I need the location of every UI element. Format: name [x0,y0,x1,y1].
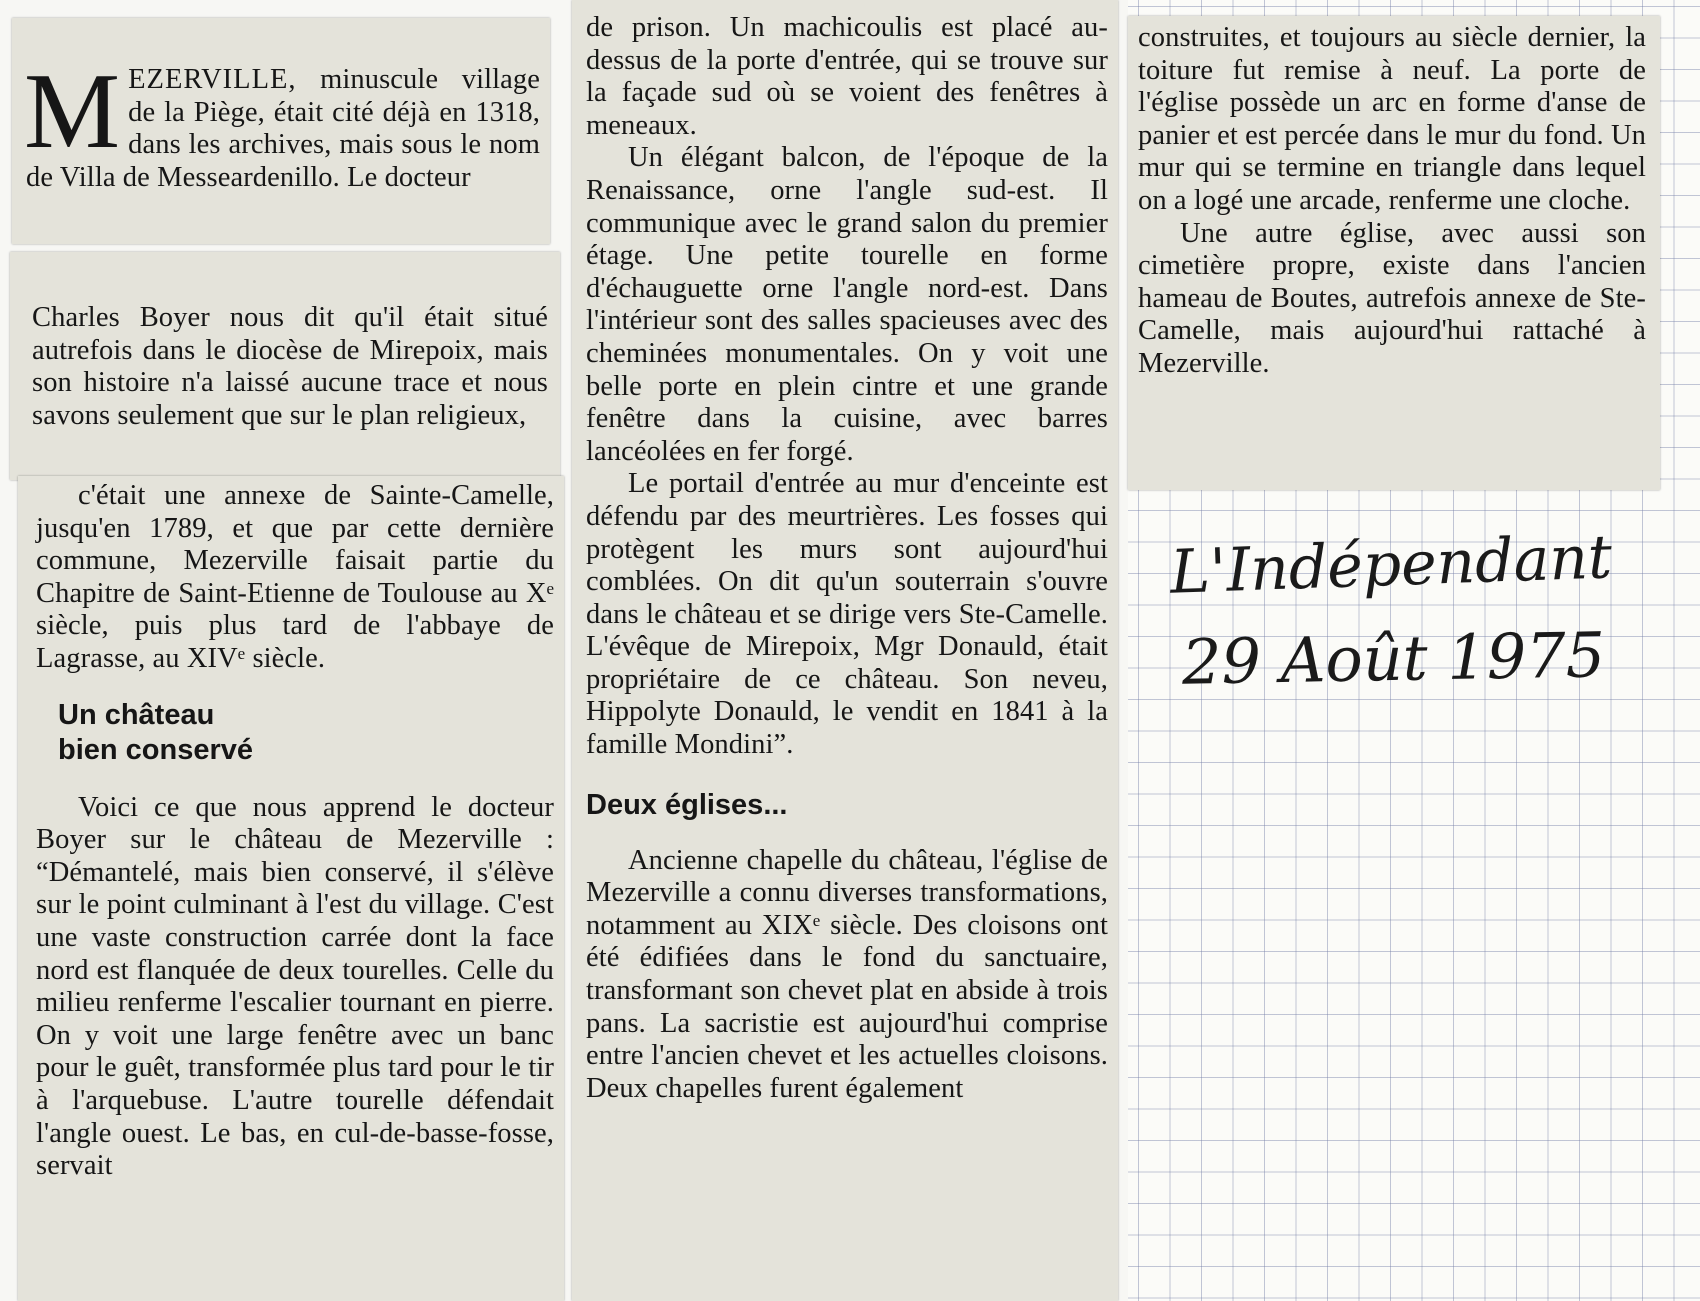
clipping-col2 [572,0,1118,1301]
handwritten-date: 29 Août 1975 [1181,618,1606,699]
handwritten-newspaper-name: L'Indépendant [1168,522,1614,608]
paragraph: c'était une annexe de Sainte-Camelle, jusqu'en 1789, et que par cette dernière commune, Mezerville faisait partie du Chapitre de Saint-Etienne de Toulouse au Xᵉ siècle, puis plus tard de l'abbaye de Lagrasse, au XIVᵉ siècle. [36,480,554,674]
handwritten-source [1168,522,1670,710]
intro-lead: EZERVILLE, [128,64,297,95]
section-heading: Un château [58,698,215,731]
section-heading: Deux églises... [586,788,788,821]
paragraph: de prison. Un machicoulis est placé au-dessus de la porte d'entrée, qui se trouve sur la façade sud où se voient des fenêtres à meneaux. [586,12,1108,141]
clipping-col1-part3 [18,476,564,1301]
intro-text: minuscule village de la Piège, était cité déjà en 1318, dans les archives, mais sous le nom de Villa de Messeardenillo. Le docteur [26,64,540,193]
paragraph: Un élégant balcon, de l'époque de la Renaissance, orne l'angle sud-est. Il communique avec le grand salon du premier étage. Une petite tourelle en forme d'échauguette orne l'angle nord-est. Dans l'intérieur sont des salles spacieuses avec des cheminées monumentales. On y voit une belle porte en plein cintre et une grande fenêtre dans la cuisine, avec barres lancéolées en fer forgé. [586,142,1108,467]
paragraph: Une autre église, avec aussi son cimetière propre, existe dans l'ancien hameau de Boutes, autrefois annexe de Ste-Camelle, mais aujourd'hui rattaché à Mezerville. [1138,217,1646,379]
paragraph: construites, et toujours au siècle dernier, la toiture fut remise à neuf. La porte de l'église possède un arc en forme d'anse de panier et est percée dans le mur du fond. Un mur qui se termine en triangle dans lequel on a logé une arcade, renferme une cloche. [1138,22,1646,216]
clipping-col1-part2 [10,252,560,480]
clipping-col3 [1128,16,1660,490]
paragraph: Le portail d'entrée au mur d'enceinte est défendu par des meurtrières. Les fosses qui protègent les murs sont aujourd'hui comblées. On dit qu'un souterrain s'ouvre dans le château et se dirige vers Ste-Camelle. L'évêque de Mirepoix, Mgr Donauld, était propriétaire de ce château. Son neveu, Hippolyte Donauld, le vendit en 1841 à la famille Mondini”. [586,468,1108,761]
section-heading: bien conservé [58,733,254,766]
clipping-intro [12,18,550,244]
paragraph: Charles Boyer nous dit qu'il était situé autrefois dans le diocèse de Mirepoix, mais son histoire n'a laissé aucune trace et nous savons seulement que sur le plan religieux, [32,302,548,431]
paragraph: Ancienne chapelle du château, l'église de Mezerville a connu diverses transformations, notamment au XIXᵉ siècle. Des cloisons ont été édifiées dans le fond du sanctuaire, transformant son chevet plat en abside à trois pans. La sacristie est aujourd'hui comprise entre l'ancien chevet et les actuelles cloisons. Deux chapelles furent également [586,844,1108,1104]
drop-cap: M [24,52,121,171]
paragraph: Voici ce que nous apprend le docteur Boyer sur le château de Mezerville : “Démantelé, mais bien conservé, il s'élève sur le point culminant à l'est du village. C'est une vaste construction carrée dont la face nord est flanquée de deux tourelles. Celle du milieu renferme l'escalier tournant en pierre. On y voit une large fenêtre avec un banc pour le guêt, transformée plus tard pour le tir à l'arquebuse. L'autre tourelle défendait l'angle ouest. Le bas, en cul-de-basse-fosse, servait [36,791,554,1182]
